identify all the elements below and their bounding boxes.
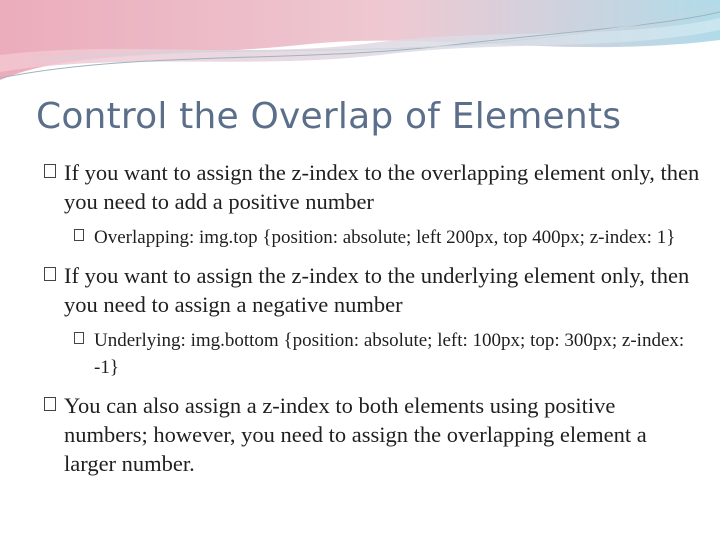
bullet-list	[44, 158, 704, 486]
sub-bullet-item	[74, 327, 704, 381]
bullet-box-icon	[44, 397, 56, 411]
bullet-box-icon	[74, 332, 84, 344]
sub-bullet-text: Underlying: img.bottom {position: absolute; left: 100px; top: 300px; z-index: -1}	[94, 330, 685, 378]
bullet-box-icon	[44, 164, 56, 178]
bullet-box-icon	[74, 229, 84, 241]
sub-bullet-text: Overlapping: img.top {position: absolute; left 200px, top 400px; z-index: 1}	[94, 227, 676, 248]
bullet-box-icon	[44, 267, 56, 281]
bullet-item	[44, 261, 704, 319]
bullet-text: You can also assign a z-index to both elements using positive numbers; however, you need to assign the overlapping element a larger number.	[64, 393, 647, 476]
bullet-item	[44, 158, 704, 216]
sub-bullet-item	[74, 224, 704, 251]
bullet-text: If you want to assign the z-index to the overlapping element only, then you need to add a positive number	[64, 160, 700, 214]
bullet-item	[44, 391, 704, 478]
slide-title: Control the Overlap of Elements	[36, 96, 622, 137]
bullet-text: If you want to assign the z-index to the underlying element only, then you need to assign a negative number	[64, 263, 690, 317]
header-wave-decoration	[0, 0, 720, 90]
